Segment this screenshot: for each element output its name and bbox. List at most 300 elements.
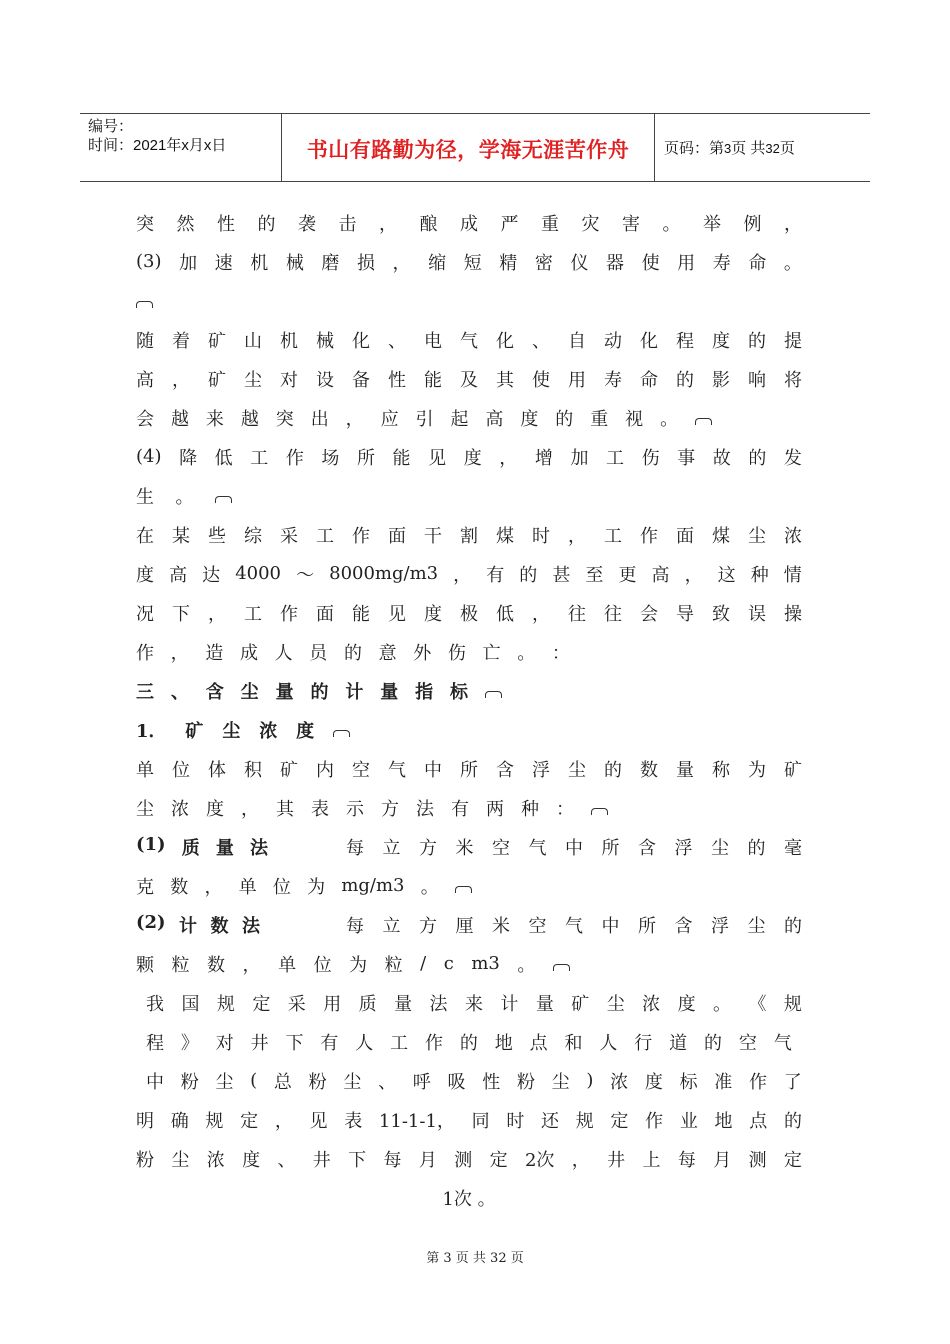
text-token: 化	[640, 330, 658, 352]
text-line	[136, 281, 802, 320]
text-token: 上	[642, 1149, 661, 1171]
text-token: 粉	[180, 1071, 199, 1093]
text-token: 法	[416, 798, 434, 820]
text-token: 的	[747, 837, 766, 859]
text-token: 设	[316, 369, 334, 391]
text-token: 矿	[185, 720, 204, 742]
text-token: 所	[638, 915, 656, 937]
text-token: 响	[748, 369, 766, 391]
text-token: 空	[492, 837, 510, 859]
text-token: 米	[492, 915, 510, 937]
text-token: 标	[679, 1071, 698, 1093]
text-token: 计	[500, 993, 519, 1015]
text-token: ，	[532, 603, 550, 625]
paragraph-mark	[455, 886, 472, 893]
text-token: 器	[606, 252, 625, 274]
text-token: 业	[679, 1110, 698, 1132]
text-token: 月	[713, 1149, 732, 1171]
text-token: 意	[378, 642, 397, 664]
text-token: 度	[136, 564, 154, 586]
text-token: 械	[316, 330, 334, 352]
text-token: 单	[238, 876, 257, 898]
text-token: 浮	[532, 759, 550, 781]
text-token: 引	[415, 408, 434, 430]
text-token: 尘	[240, 681, 259, 703]
text-token: 度	[242, 1149, 261, 1171]
text-token: 员	[309, 642, 328, 664]
text-token: 度	[520, 408, 539, 430]
text-line	[136, 1100, 802, 1139]
text-token: 高	[169, 564, 188, 586]
text-token: 、	[378, 1071, 397, 1093]
text-token: 起	[450, 408, 469, 430]
text-token: 山	[244, 330, 262, 352]
text-line	[136, 905, 802, 944]
text-token: 有	[320, 1032, 339, 1054]
text-token: 矿	[280, 759, 298, 781]
text-token: 事	[677, 447, 696, 469]
text-token: 。	[517, 642, 536, 664]
text-token: 方	[419, 837, 437, 859]
text-token: 至	[585, 564, 604, 586]
text-line: 1次 。	[442, 1188, 496, 1210]
text-token: 用	[677, 252, 696, 274]
text-token: 每	[346, 915, 364, 937]
text-token: 量	[215, 837, 234, 859]
text-token: 的	[519, 564, 538, 586]
text-token: ，	[784, 213, 802, 235]
text-token: 的	[784, 915, 802, 937]
text-token: 速	[214, 252, 233, 274]
text-token: 的	[748, 330, 766, 352]
text-token: 发	[783, 447, 802, 469]
text-token: 操	[784, 603, 802, 625]
text-token: 量	[676, 759, 694, 781]
text-token: 突	[275, 408, 294, 430]
text-token: 中	[146, 1071, 164, 1093]
text-token: 越	[240, 408, 259, 430]
text-token: 所	[356, 447, 375, 469]
text-token: 总	[273, 1071, 292, 1093]
text-token: 有	[451, 798, 469, 820]
text-token: 尘	[606, 993, 625, 1015]
text-token: 法	[249, 837, 268, 859]
text-token: 尘	[136, 798, 154, 820]
text-token: 尘	[215, 1071, 234, 1093]
header-motto: 书山有路勤为径，学海无涯苦作舟	[306, 138, 630, 162]
text-line	[136, 593, 802, 632]
text-token: 尘	[244, 369, 262, 391]
text-token: ，	[241, 798, 259, 820]
text-line	[136, 983, 802, 1022]
text-token: 尘	[748, 525, 766, 547]
text-line	[136, 944, 802, 983]
paragraph-mark	[485, 691, 502, 698]
text-token: 确	[170, 1110, 189, 1132]
text-token: 地	[494, 1032, 513, 1054]
text-token: 的	[343, 642, 362, 664]
text-token: ，	[242, 954, 261, 976]
text-token: 用	[568, 369, 586, 391]
text-token: 击	[338, 213, 357, 235]
text-token: ，	[274, 1110, 293, 1132]
text-token: 些	[208, 525, 226, 547]
text-token: 伤	[447, 642, 466, 664]
text-token: 数	[640, 759, 658, 781]
text-token: 更	[618, 564, 637, 586]
text-token: 亡	[482, 642, 501, 664]
text-token: 米	[455, 837, 474, 859]
text-token: 规	[216, 993, 235, 1015]
paragraph-mark	[695, 418, 712, 425]
text-token: 《	[748, 993, 767, 1015]
text-token: 重	[590, 408, 609, 430]
text-token: 度	[206, 798, 224, 820]
subsection-heading	[136, 710, 802, 749]
text-token: 定	[783, 1149, 802, 1171]
text-token: 电	[424, 330, 442, 352]
text-token: 毫	[784, 837, 802, 859]
text-token: 误	[748, 603, 766, 625]
text-token: 月	[418, 1149, 437, 1171]
text-token: 含	[674, 915, 693, 937]
text-token: 定	[610, 1110, 629, 1132]
text-token: 的	[748, 447, 767, 469]
text-token: 性	[482, 1071, 501, 1093]
text-token: 加	[179, 252, 198, 274]
text-token: 行	[634, 1032, 653, 1054]
text-token: 2次	[524, 1149, 555, 1171]
text-token: 械	[285, 252, 304, 274]
text-token: 对	[215, 1032, 234, 1054]
text-token: 其	[276, 798, 294, 820]
text-token: 人	[355, 1032, 374, 1054]
text-token: 见	[388, 603, 406, 625]
header-divider-right	[654, 114, 655, 181]
text-token: 工	[604, 525, 622, 547]
text-token: 作	[749, 1071, 767, 1093]
text-token: 酿	[419, 213, 438, 235]
text-token: 工	[316, 525, 334, 547]
text-token: 空	[528, 915, 547, 937]
text-token: 外	[413, 642, 432, 664]
text-token: 生	[136, 486, 154, 508]
text-token: 的	[555, 408, 574, 430]
text-token: 的	[704, 1032, 722, 1054]
text-line	[136, 437, 802, 476]
text-token: 粒	[384, 954, 403, 976]
text-token: 重	[541, 213, 559, 235]
text-token: 称	[712, 759, 730, 781]
text-token: 精	[499, 252, 518, 274]
text-token: 吸	[447, 1071, 466, 1093]
text-token: 增	[534, 447, 553, 469]
text-token: 工	[390, 1032, 409, 1054]
text-token: 量	[535, 993, 554, 1015]
text-token: 所	[601, 837, 620, 859]
text-token: 。	[783, 252, 802, 274]
text-token: 量	[394, 993, 413, 1015]
text-token: 矿	[784, 759, 802, 781]
text-token: 。	[420, 876, 439, 898]
text-token: 量	[380, 681, 399, 703]
text-token: 低	[214, 447, 233, 469]
page-number: 3	[724, 141, 732, 156]
text-token: 、	[388, 330, 406, 352]
text-token: 见	[309, 1110, 328, 1132]
text-token: 视	[625, 408, 644, 430]
text-line	[136, 1061, 802, 1100]
text-token: 种	[521, 798, 539, 820]
text-line	[136, 1022, 802, 1061]
text-line	[136, 398, 802, 437]
text-token: 程	[146, 1032, 164, 1054]
text-token: 立	[382, 915, 401, 937]
text-token: 。	[175, 486, 194, 508]
text-token: 作	[640, 525, 658, 547]
text-token: 袭	[298, 213, 316, 235]
text-token: 中	[601, 915, 620, 937]
text-token: 度	[677, 993, 696, 1015]
text-token: 机	[250, 252, 269, 274]
text-token: 影	[712, 369, 730, 391]
text-token: 井	[250, 1032, 269, 1054]
text-token: 缩	[428, 252, 447, 274]
text-token: 厘	[455, 915, 474, 937]
text-token: 尘	[551, 1071, 570, 1093]
text-token: 所	[460, 759, 478, 781]
text-token: 示	[346, 798, 364, 820]
text-token: )	[586, 1070, 594, 1091]
text-token: 定	[240, 1110, 259, 1132]
text-token: 矿	[571, 993, 590, 1015]
section-heading	[136, 671, 802, 710]
text-token: 了	[783, 1071, 802, 1093]
text-token: 造	[205, 642, 224, 664]
text-line	[136, 476, 802, 515]
text-token: 法	[241, 915, 260, 937]
page-prefix: 页码：第	[664, 140, 725, 157]
text-token: 时	[506, 1110, 525, 1132]
text-token: 克	[136, 876, 154, 898]
text-token: 积	[244, 759, 262, 781]
text-line	[136, 554, 802, 593]
text-token: 作	[425, 1032, 443, 1054]
text-token: 用	[323, 993, 342, 1015]
paragraph-mark	[333, 730, 350, 737]
text-token: 浓	[171, 798, 189, 820]
text-token: 的	[257, 213, 276, 235]
text-token: 严	[500, 213, 519, 235]
text-token: ～	[296, 564, 315, 586]
text-line	[136, 515, 802, 554]
text-line	[136, 320, 802, 359]
text-token: 情	[783, 564, 802, 586]
text-token: c	[443, 953, 454, 974]
text-token: 高	[485, 408, 504, 430]
text-token: 使	[532, 369, 550, 391]
method-description	[346, 834, 802, 860]
text-token: ，	[208, 603, 226, 625]
text-token: 况	[136, 603, 154, 625]
text-token: 程	[676, 330, 694, 352]
text-token: 粉	[516, 1071, 535, 1093]
text-token: 含	[496, 759, 514, 781]
text-token: 气	[773, 1032, 792, 1054]
text-token: 的	[459, 1032, 478, 1054]
text-token: (3)	[136, 251, 162, 272]
text-token: 颗	[136, 954, 154, 976]
text-token: 单	[278, 954, 297, 976]
text-token: 指	[415, 681, 434, 703]
text-token: 8000mg/m3	[329, 563, 439, 584]
text-token: 自	[568, 330, 586, 352]
text-token: 能	[352, 603, 370, 625]
text-token: ，	[170, 642, 189, 664]
text-token: 见	[428, 447, 447, 469]
text-token: 标	[450, 681, 469, 703]
text-token: 规	[575, 1110, 594, 1132]
text-token: 尘	[343, 1071, 362, 1093]
text-token: 道	[669, 1032, 688, 1054]
text-token: 空	[352, 759, 370, 781]
text-token: 地	[714, 1110, 733, 1132]
text-token: 尘	[747, 915, 766, 937]
text-token: 损	[356, 252, 375, 274]
text-token: 浮	[674, 837, 693, 859]
method-label	[136, 912, 260, 938]
text-token: 浮	[711, 915, 729, 937]
text-token: 两	[486, 798, 504, 820]
text-token: 综	[244, 525, 262, 547]
text-token: 工	[250, 447, 269, 469]
text-line	[136, 866, 802, 905]
text-token: 、	[532, 330, 550, 352]
text-token: 国	[181, 993, 200, 1015]
text-token: 作	[136, 642, 154, 664]
text-token: 寿	[604, 369, 622, 391]
text-token: 为	[748, 759, 766, 781]
text-token: 中	[424, 759, 442, 781]
text-token: m3	[471, 953, 500, 974]
text-token: 计	[345, 681, 364, 703]
text-token: 空	[738, 1032, 757, 1054]
text-token: 粉	[136, 1149, 154, 1171]
text-token: ，	[172, 369, 190, 391]
text-token: 例	[743, 213, 762, 235]
text-token: 尘	[711, 837, 729, 859]
text-token: 下	[172, 603, 190, 625]
text-token: 方	[381, 798, 399, 820]
text-token: 动	[604, 330, 622, 352]
text-token: 工	[244, 603, 262, 625]
text-token: 。	[517, 954, 536, 976]
text-token: 体	[208, 759, 226, 781]
text-token: ，	[568, 525, 586, 547]
text-token: /	[420, 953, 427, 974]
text-token: 作	[280, 603, 298, 625]
paragraph-mark	[136, 301, 153, 308]
text-token: 的	[604, 759, 622, 781]
text-token: 越	[170, 408, 189, 430]
text-token: 在	[136, 525, 154, 547]
text-token: 往	[604, 603, 622, 625]
text-token: 含	[638, 837, 656, 859]
text-token: 数	[170, 876, 189, 898]
text-token: 位	[313, 954, 332, 976]
text-token: 和	[564, 1032, 583, 1054]
text-token: 命	[640, 369, 658, 391]
text-token: 。	[660, 408, 679, 430]
text-token: 我	[146, 993, 164, 1015]
text-token: 然	[176, 213, 195, 235]
text-token: 面	[676, 525, 694, 547]
text-token: 高	[136, 369, 154, 391]
text-token: 每	[677, 1149, 696, 1171]
text-token: 三	[136, 681, 154, 703]
text-token: 的	[310, 681, 329, 703]
page-mid: 页 共	[731, 140, 766, 157]
text-token: 面	[388, 525, 406, 547]
text-token: 种	[750, 564, 769, 586]
text-token: 表	[311, 798, 329, 820]
text-line	[136, 242, 802, 281]
text-token: 位	[272, 876, 291, 898]
text-token: 场	[321, 447, 340, 469]
text-token: 1．	[136, 720, 167, 742]
paragraph-mark	[591, 808, 608, 815]
text-token: 达	[202, 564, 221, 586]
text-token: 将	[784, 369, 802, 391]
text-token: 浓	[259, 720, 278, 742]
paragraph-mark	[215, 496, 232, 503]
text-token: 面	[316, 603, 334, 625]
text-token: 能	[392, 447, 411, 469]
text-token: 单	[136, 759, 154, 781]
text-token: 高	[651, 564, 670, 586]
text-token: 突	[136, 213, 154, 235]
text-token: 成	[239, 642, 258, 664]
text-token: 还	[541, 1110, 560, 1132]
text-token: ，	[392, 252, 411, 274]
text-token: 浓	[784, 525, 802, 547]
text-token: 规	[205, 1110, 224, 1132]
text-token: 使	[641, 252, 660, 274]
text-token: 来	[464, 993, 483, 1015]
text-line	[136, 1139, 802, 1178]
text-token: 下	[348, 1149, 367, 1171]
text-token: 着	[172, 330, 190, 352]
text-token: 成	[460, 213, 478, 235]
text-token: 矿	[208, 369, 226, 391]
text-token: 粉	[308, 1071, 327, 1093]
text-token: ，	[684, 564, 703, 586]
text-token: 尘	[568, 759, 586, 781]
text-token: 质	[358, 993, 377, 1015]
text-token: (1)	[136, 833, 166, 855]
text-token: 气	[460, 330, 478, 352]
text-token: ：	[551, 642, 570, 664]
text-token: 规	[783, 993, 802, 1015]
text-token: 位	[172, 759, 190, 781]
text-token: 点	[749, 1110, 768, 1132]
text-token: 表	[344, 1110, 363, 1132]
text-token: 定	[252, 993, 271, 1015]
text-token: 化	[496, 330, 514, 352]
serial-label: 编号：	[88, 118, 134, 135]
page-total: 32	[765, 141, 780, 156]
text-token: 伤	[641, 447, 660, 469]
